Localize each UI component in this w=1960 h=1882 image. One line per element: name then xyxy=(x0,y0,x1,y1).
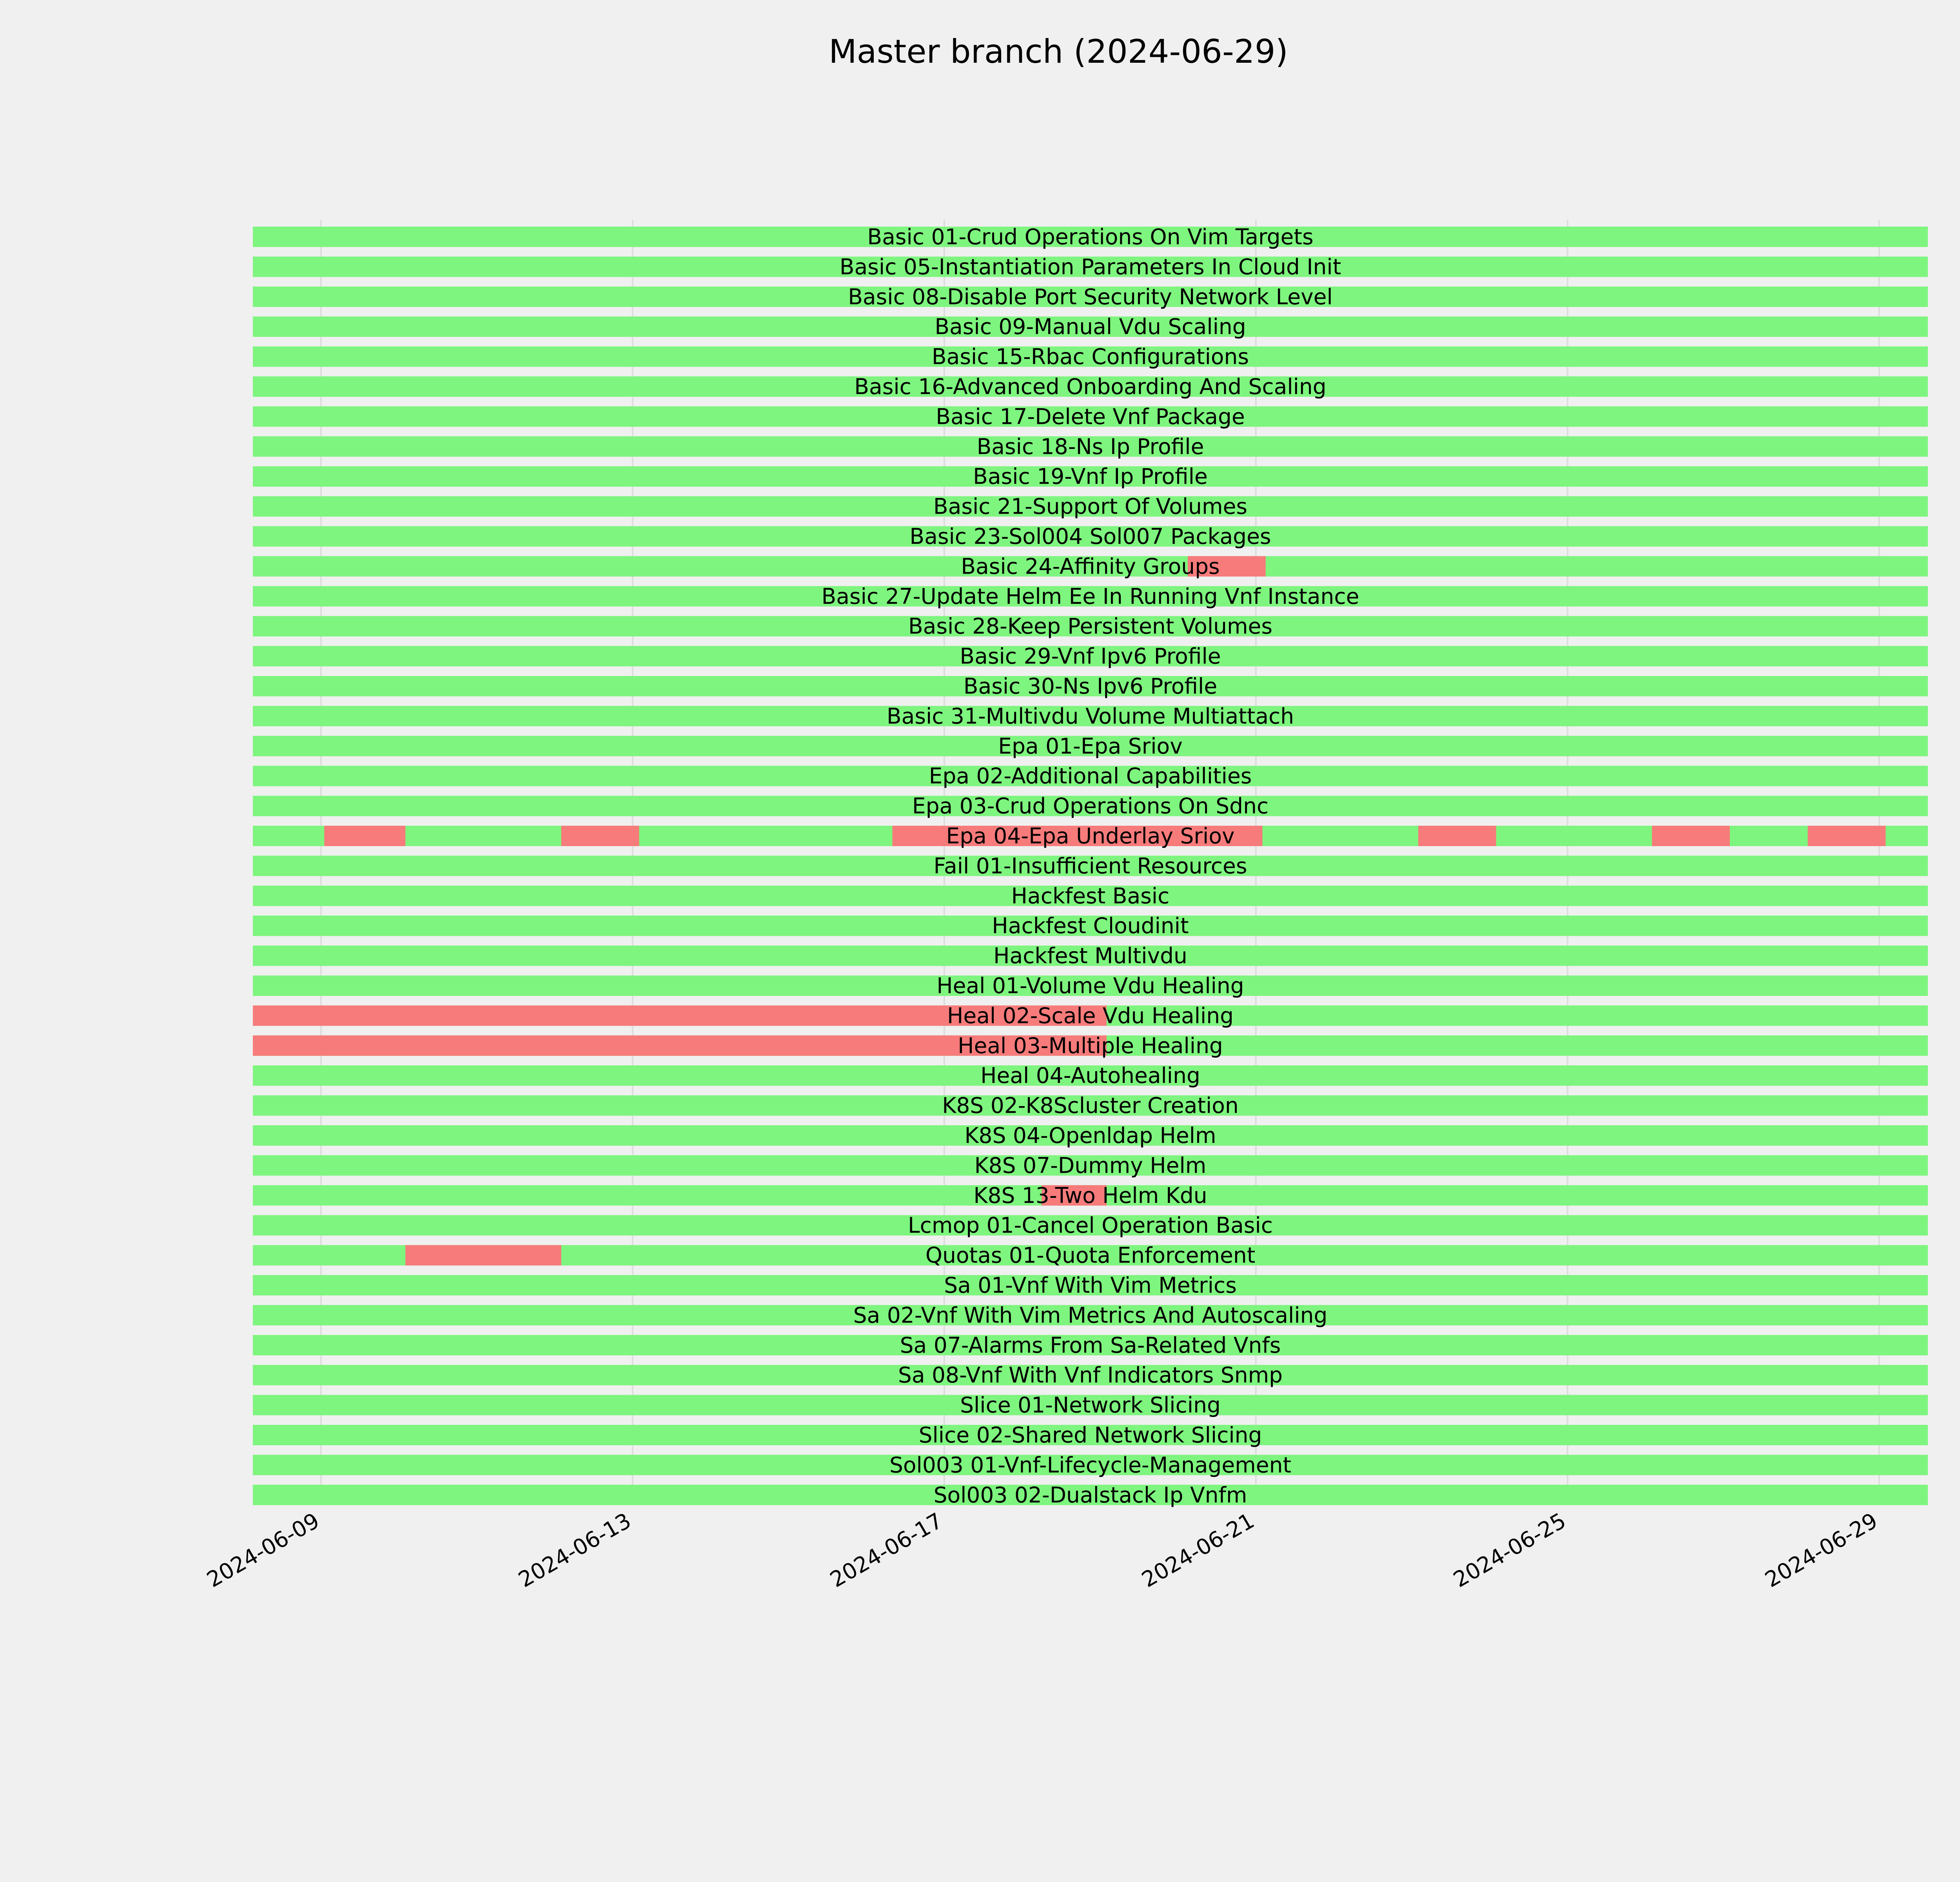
row-label: Basic 17-Delete Vnf Package xyxy=(936,404,1245,429)
row-label: Basic 21-Support Of Volumes xyxy=(933,494,1248,519)
row-label: Heal 01-Volume Vdu Healing xyxy=(936,973,1244,998)
row-label: Fail 01-Insufficient Resources xyxy=(933,853,1247,879)
row-label: Hackfest Cloudinit xyxy=(992,913,1189,939)
x-tick-label: 2024-06-25 xyxy=(1449,1508,1570,1593)
row-label: Basic 05-Instantiation Parameters In Cloud Init xyxy=(839,254,1341,280)
row-label: Basic 31-Multivdu Volume Multiattach xyxy=(886,703,1294,729)
row-label: K8S 02-K8Scluster Creation xyxy=(942,1093,1239,1118)
row-label: Epa 01-Epa Sriov xyxy=(998,733,1183,759)
fail-segment xyxy=(1652,826,1730,846)
row-label: Basic 28-Keep Persistent Volumes xyxy=(908,614,1273,639)
fail-segment xyxy=(561,826,639,846)
row-label: Slice 02-Shared Network Slicing xyxy=(918,1422,1262,1448)
row-label: Basic 23-Sol004 Sol007 Packages xyxy=(909,524,1271,549)
row-label: Epa 04-Epa Underlay Sriov xyxy=(946,823,1235,848)
row-label: Basic 19-Vnf Ip Profile xyxy=(973,464,1208,489)
row-label: Lcmop 01-Cancel Operation Basic xyxy=(908,1213,1273,1238)
row-label: K8S 13-Two Helm Kdu xyxy=(973,1183,1207,1208)
row-label: Basic 15-Rbac Configurations xyxy=(931,344,1249,369)
row-label: Basic 27-Update Helm Ee In Running Vnf Instance xyxy=(821,583,1359,609)
row-label: Sa 07-Alarms From Sa-Related Vnfs xyxy=(900,1332,1281,1358)
row-label: Hackfest Basic xyxy=(1011,883,1170,908)
row-label: Basic 16-Advanced Onboarding And Scaling xyxy=(854,374,1327,399)
row-label: Sa 01-Vnf With Vim Metrics xyxy=(944,1273,1237,1298)
row-label: Basic 01-Crud Operations On Vim Targets xyxy=(867,224,1314,249)
fail-segment xyxy=(1418,826,1496,846)
fail-segment xyxy=(1808,826,1886,846)
fail-segment xyxy=(324,826,405,846)
row-label: K8S 07-Dummy Helm xyxy=(974,1153,1207,1178)
x-tick-label: 2024-06-17 xyxy=(826,1508,947,1593)
row-label: Heal 03-Multiple Healing xyxy=(958,1033,1223,1058)
row-label: Heal 04-Autohealing xyxy=(980,1063,1200,1088)
row-label: Slice 01-Network Slicing xyxy=(960,1392,1221,1418)
row-label: Sa 08-Vnf With Vnf Indicators Snmp xyxy=(898,1362,1283,1388)
x-tick-label: 2024-06-13 xyxy=(514,1508,635,1593)
row-label: Quotas 01-Quota Enforcement xyxy=(925,1243,1256,1268)
row-label: Sol003 02-Dualstack Ip Vnfm xyxy=(933,1482,1247,1508)
row-label: Sa 02-Vnf With Vim Metrics And Autoscaling xyxy=(853,1303,1328,1328)
x-tick-label: 2024-06-29 xyxy=(1760,1508,1882,1593)
row-label: Epa 02-Additional Capabilities xyxy=(929,763,1252,789)
row-label: K8S 04-Openldap Helm xyxy=(964,1123,1216,1148)
row-label: Epa 03-Crud Operations On Sdnc xyxy=(912,793,1269,819)
row-label: Hackfest Multivdu xyxy=(993,943,1187,968)
chart-title: Master branch (2024-06-29) xyxy=(829,33,1288,71)
fail-segment xyxy=(405,1245,561,1266)
row-label: Basic 24-Affinity Groups xyxy=(961,554,1220,579)
row-label: Sol003 01-Vnf-Lifecycle-Management xyxy=(889,1452,1292,1478)
row-label: Basic 29-Vnf Ipv6 Profile xyxy=(960,643,1221,669)
row-label: Basic 08-Disable Port Security Network Level xyxy=(848,284,1333,309)
x-tick-label: 2024-06-21 xyxy=(1137,1508,1259,1593)
row-label: Basic 30-Ns Ipv6 Profile xyxy=(963,674,1218,699)
row-label: Heal 02-Scale Vdu Healing xyxy=(947,1003,1234,1028)
x-tick-label: 2024-06-09 xyxy=(202,1508,324,1593)
row-label: Basic 09-Manual Vdu Scaling xyxy=(935,314,1246,340)
x-axis-ticks xyxy=(203,1508,1882,1592)
row-label: Basic 18-Ns Ip Profile xyxy=(976,434,1204,459)
